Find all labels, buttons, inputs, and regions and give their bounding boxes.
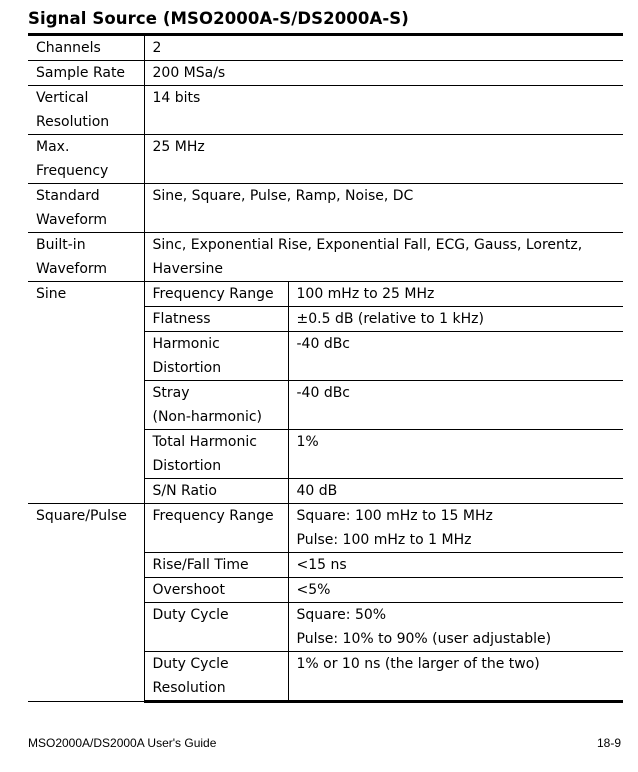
spec-value-text: -40 dBc [296, 385, 351, 401]
spec-label [28, 233, 144, 282]
spec-param-text: Rise/Fall Time [152, 557, 249, 573]
page-title: Signal Source (MSO2000A-S/DS2000A-S) [28, 9, 409, 28]
spec-label-text: Waveform [36, 212, 108, 228]
spec-value-text: Pulse: 100 mHz to 1 MHz [296, 532, 472, 548]
spec-param [144, 381, 288, 430]
spec-param [144, 332, 288, 381]
spec-label-text: Waveform [36, 261, 108, 277]
spec-label [28, 61, 144, 86]
spec-param-text: (Non-harmonic) [152, 409, 263, 425]
spec-value-text: 25 MHz [152, 139, 205, 155]
page-number: 18-9 [596, 736, 621, 750]
spec-value [144, 135, 623, 184]
spec-param-text: Distortion [152, 360, 222, 376]
spec-param-text: Frequency Range [152, 286, 274, 302]
spec-param [144, 652, 288, 702]
spec-value-text: -40 dBc [296, 336, 351, 352]
spec-value-text: Sine, Square, Pulse, Ramp, Noise, DC [152, 188, 414, 204]
spec-label [28, 86, 144, 135]
spec-param [144, 282, 288, 307]
spec-param-text: Harmonic [152, 336, 220, 352]
spec-value-text: 40 dB [296, 483, 338, 499]
spec-value [144, 61, 623, 86]
spec-table [28, 33, 623, 703]
spec-value-text: 2 [152, 40, 162, 56]
spec-param [144, 578, 288, 603]
spec-param-text: Total Harmonic [152, 434, 257, 450]
spec-value-text: Pulse: 10% to 90% (user adjustable) [296, 631, 552, 647]
table-row [28, 504, 623, 553]
spec-label [28, 184, 144, 233]
spec-label-text: Resolution [36, 114, 110, 130]
spec-value [144, 233, 623, 282]
spec-label-text: Vertical [36, 90, 89, 106]
table-row [28, 233, 623, 282]
spec-param [144, 553, 288, 578]
spec-value-text: 100 mHz to 25 MHz [296, 286, 435, 302]
spec-group-label-text: Sine [36, 286, 67, 302]
spec-value [288, 479, 623, 504]
spec-label [28, 35, 144, 61]
spec-param [144, 430, 288, 479]
spec-param-text: S/N Ratio [152, 483, 217, 499]
spec-value-text: Haversine [152, 261, 223, 277]
spec-value [288, 553, 623, 578]
spec-param-text: Stray [152, 385, 190, 401]
table-row [28, 135, 623, 184]
footer-guide-title: MSO2000A/DS2000A User's Guide [28, 736, 217, 750]
spec-param [144, 504, 288, 553]
spec-value [288, 381, 623, 430]
spec-value-text: <5% [296, 582, 331, 598]
spec-value-text: Square: 100 mHz to 15 MHz [296, 508, 493, 524]
spec-param-text: Frequency Range [152, 508, 274, 524]
spec-value-text: 200 MSa/s [152, 65, 226, 81]
spec-param-text: Duty Cycle [152, 656, 229, 672]
spec-param [144, 479, 288, 504]
table-row [28, 61, 623, 86]
spec-value-text: <15 ns [296, 557, 347, 573]
spec-value-text: Square: 50% [296, 607, 387, 623]
spec-label-text: Built-in [36, 237, 86, 253]
spec-value [288, 578, 623, 603]
spec-value-text: 14 bits [152, 90, 201, 106]
table-row [28, 86, 623, 135]
spec-value [288, 504, 623, 553]
spec-value-text: 1% or 10 ns (the larger of the two) [296, 656, 540, 672]
spec-param-text: Duty Cycle [152, 607, 229, 623]
spec-value-text: ±0.5 dB (relative to 1 kHz) [296, 311, 484, 327]
table-row [28, 35, 623, 61]
spec-param-text: Resolution [152, 680, 226, 696]
spec-value [144, 35, 623, 61]
spec-value [144, 86, 623, 135]
spec-value [288, 652, 623, 702]
spec-value [144, 184, 623, 233]
spec-group-label-text: Square/Pulse [36, 508, 127, 524]
spec-value [288, 307, 623, 332]
table-row [28, 184, 623, 233]
table-row [28, 282, 623, 307]
spec-label-text: Sample Rate [36, 65, 126, 81]
spec-value [288, 430, 623, 479]
spec-label [28, 135, 144, 184]
spec-param-text: Flatness [152, 311, 211, 327]
spec-param [144, 603, 288, 652]
spec-param [144, 307, 288, 332]
spec-value [288, 282, 623, 307]
spec-value-text: Sinc, Exponential Rise, Exponential Fall, ECG, Gauss, Lorentz, [152, 237, 583, 253]
spec-value [288, 603, 623, 652]
spec-label-text: Max. [36, 139, 70, 155]
spec-label-text: Frequency [36, 163, 109, 179]
spec-group-label [28, 504, 144, 702]
spec-value-text: 1% [296, 434, 319, 450]
spec-label-text: Channels [36, 40, 101, 56]
spec-label-text: Standard [36, 188, 100, 204]
spec-param-text: Distortion [152, 458, 222, 474]
spec-param-text: Overshoot [152, 582, 225, 598]
spec-value [288, 332, 623, 381]
spec-group-label [28, 282, 144, 504]
